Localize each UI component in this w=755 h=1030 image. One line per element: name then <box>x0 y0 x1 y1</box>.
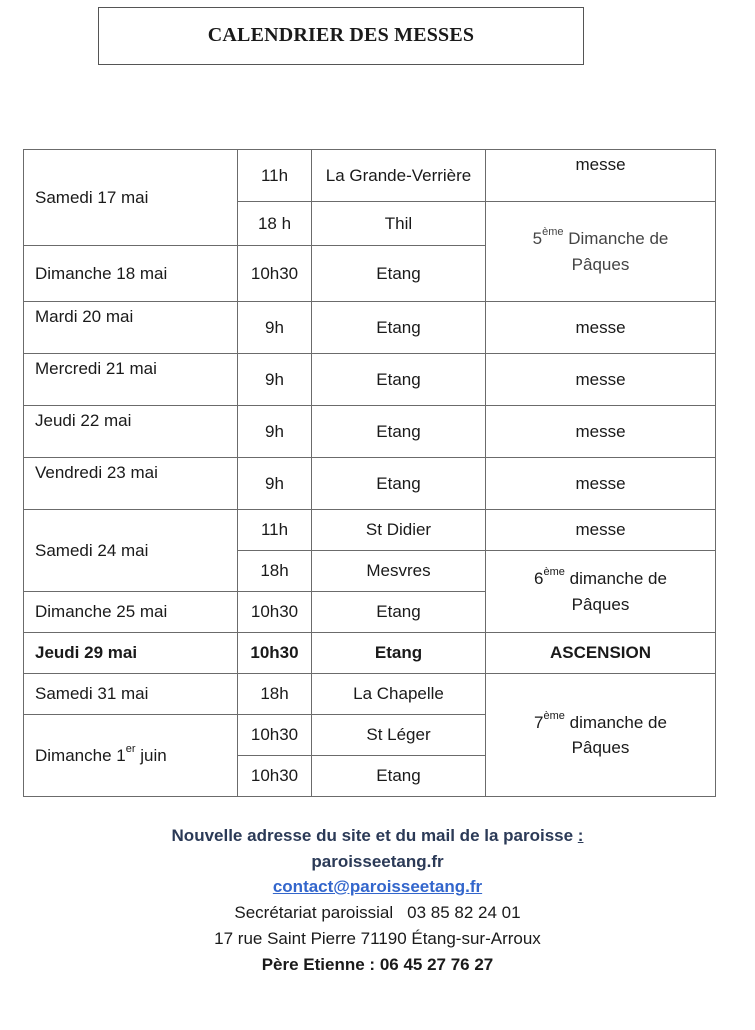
place-cell: St Didier <box>312 510 486 551</box>
time-cell: 10h30 <box>238 592 312 633</box>
table-row <box>24 458 716 510</box>
type-cell <box>486 551 716 633</box>
title-box <box>98 7 584 65</box>
table-row <box>24 633 716 674</box>
table-row <box>24 510 716 551</box>
type-cell: messe <box>486 458 716 510</box>
place-cell: Etang <box>312 633 486 674</box>
type-cell: ASCENSION <box>486 633 716 674</box>
secretariat-phone: 03 85 82 24 01 <box>407 903 521 922</box>
date-cell <box>24 715 238 797</box>
ordinal-suffix: ème <box>542 226 564 239</box>
website-url: paroisseetang.fr <box>311 852 444 871</box>
email-link[interactable]: contact@paroisseetang.fr <box>272 877 483 896</box>
time-cell: 18h <box>238 551 312 592</box>
table-row <box>24 406 716 458</box>
mass-calendar-table <box>23 149 716 797</box>
page-title: CALENDRIER DES MESSES <box>207 24 475 46</box>
website-notice <box>0 826 755 846</box>
type-cell: messe <box>486 510 716 551</box>
ordinal-suffix: ème <box>543 566 565 579</box>
table-row <box>24 674 716 715</box>
place-cell: St Léger <box>312 715 486 756</box>
place-cell: Etang <box>312 354 486 406</box>
website-notice-colon: : <box>577 826 584 845</box>
type-cell: messe <box>486 406 716 458</box>
place-cell: Etang <box>312 246 486 302</box>
place-cell: Etang <box>312 756 486 797</box>
type-cell: messe <box>486 150 716 202</box>
website-notice-text: Nouvelle adresse du site et du mail de la paroisse <box>171 826 578 845</box>
place-cell: Etang <box>312 302 486 354</box>
date-cell: Vendredi 23 mai <box>24 458 238 510</box>
priest-contact: Père Etienne : 06 45 27 76 27 <box>261 955 494 974</box>
date-cell: Dimanche 18 mai <box>24 246 238 302</box>
date-cell: Mercredi 21 mai <box>24 354 238 406</box>
date-cell: Jeudi 29 mai <box>24 633 238 674</box>
time-cell: 9h <box>238 302 312 354</box>
time-cell: 9h <box>238 458 312 510</box>
time-cell: 18h <box>238 674 312 715</box>
time-cell: 18 h <box>238 202 312 246</box>
ordinal: 7 <box>534 712 544 732</box>
time-cell: 11h <box>238 510 312 551</box>
ordinal: 6 <box>534 569 544 588</box>
secretariat-line <box>0 903 755 923</box>
place-cell: Mesvres <box>312 551 486 592</box>
date-cell: Samedi 31 mai <box>24 674 238 715</box>
date-cell: Dimanche 25 mai <box>24 592 238 633</box>
date-cell: Mardi 20 mai <box>24 302 238 354</box>
type-text: Dimanche de Pâques <box>563 229 669 274</box>
date-cell: Jeudi 22 mai <box>24 406 238 458</box>
date-text: Dimanche 1 <box>35 745 126 765</box>
time-cell: 10h30 <box>238 633 312 674</box>
secretariat-label: Secrétariat paroissial <box>234 903 394 922</box>
place-cell: Thil <box>312 202 486 246</box>
table-row <box>24 302 716 354</box>
date-cell: Samedi 24 mai <box>24 510 238 592</box>
place-cell: Etang <box>312 458 486 510</box>
type-cell: messe <box>486 302 716 354</box>
ordinal: 5 <box>532 229 543 248</box>
time-cell: 10h30 <box>238 715 312 756</box>
date-month: juin <box>135 745 167 765</box>
place-cell: La Chapelle <box>312 674 486 715</box>
table-row <box>24 150 716 202</box>
table-row <box>24 354 716 406</box>
place-cell: La Grande-Verrière <box>312 150 486 202</box>
place-cell: Etang <box>312 406 486 458</box>
type-text: dimanche de Pâques <box>564 712 667 757</box>
ordinal-suffix: ème <box>543 709 565 722</box>
time-cell: 10h30 <box>238 756 312 797</box>
type-cell <box>486 202 716 302</box>
type-cell: messe <box>486 354 716 406</box>
date-cell: Samedi 17 mai <box>24 150 238 246</box>
postal-address: 17 rue Saint Pierre 71190 Étang-sur-Arroux <box>214 929 541 948</box>
time-cell: 11h <box>238 150 312 202</box>
type-cell <box>486 674 716 797</box>
time-cell: 9h <box>238 354 312 406</box>
time-cell: 9h <box>238 406 312 458</box>
place-cell: Etang <box>312 592 486 633</box>
type-text: dimanche de Pâques <box>564 569 667 614</box>
time-cell: 10h30 <box>238 246 312 302</box>
date-suffix: er <box>125 743 136 756</box>
